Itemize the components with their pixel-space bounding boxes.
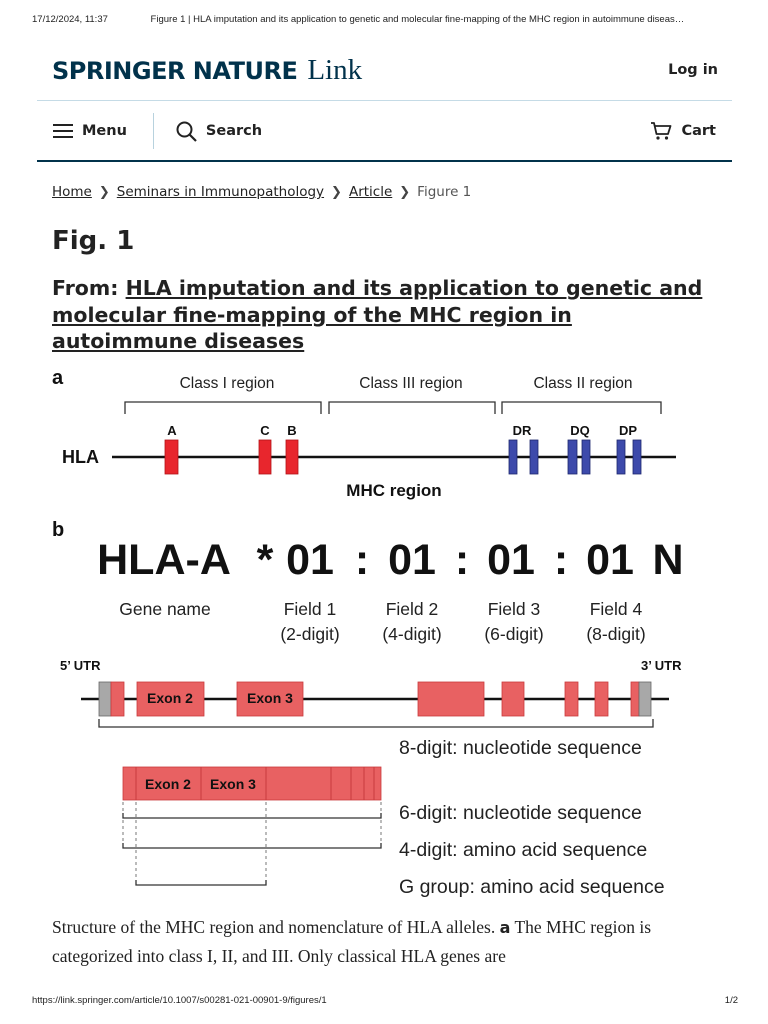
- cart-icon: [650, 121, 672, 141]
- transcript-exon-3-label: Exon 3: [210, 776, 256, 792]
- nav-separator: [153, 113, 154, 149]
- caption-text-2: The MHC region is categorized into class I, II, and III. Only classical HLA genes are: [52, 917, 652, 966]
- g-group-bracket: [136, 880, 266, 885]
- mhc-region-label: MHC region: [346, 481, 442, 500]
- six-digit-bracket: [123, 813, 381, 818]
- chevron-right-icon: ❯: [399, 184, 411, 200]
- caption-text-1: Structure of the MHC region and nomenclature of HLA alleles.: [52, 917, 500, 937]
- header-divider: [37, 100, 732, 101]
- print-timestamp: 17/12/2024, 11:37: [32, 14, 108, 25]
- gene-label-dq: DQ: [570, 423, 590, 438]
- allele-field-1: 01: [286, 536, 334, 584]
- field-digits-2: (4-digit): [382, 624, 442, 644]
- exon-4-block: [418, 682, 484, 716]
- resolution-4-digit: 4-digit: amino acid sequence: [399, 839, 648, 861]
- allele-field-3: 01: [487, 536, 535, 584]
- class-i-region-label: Class I region: [179, 375, 275, 392]
- menu-label: Menu: [82, 123, 127, 139]
- utr-5-block: [99, 682, 111, 716]
- exon-3-label: Exon 3: [247, 690, 293, 706]
- four-digit-bracket: [123, 843, 381, 848]
- cart-label: Cart: [681, 123, 716, 139]
- gene-block-c: [259, 440, 271, 474]
- search-label: Search: [205, 123, 263, 139]
- gene-block-dq-2: [582, 440, 590, 474]
- allele-colon-1: :: [354, 536, 370, 584]
- gene-label-dp: DP: [618, 423, 638, 438]
- resolution-g-group: G group: amino acid sequence: [399, 876, 665, 898]
- panel-a-label: a: [52, 367, 64, 389]
- field-label-3: Field 3: [487, 599, 541, 619]
- allele-separator-star: *: [256, 536, 274, 584]
- allele-suffix: N: [652, 536, 684, 584]
- gene-block-b: [286, 440, 298, 474]
- gene-block-dq-1: [568, 440, 577, 474]
- gene-label-c: C: [260, 423, 270, 438]
- allele-field-4: 01: [586, 536, 634, 584]
- field-label-2: Field 2: [385, 599, 439, 619]
- gene-block-dp-2: [633, 440, 641, 474]
- utr-3-label: 3’ UTR: [641, 658, 682, 673]
- gene-label-a: A: [167, 423, 177, 438]
- class-ii-bracket: [502, 402, 661, 414]
- exon-6-block: [565, 682, 578, 716]
- springer-nature-link-logo[interactable]: [52, 54, 362, 87]
- chevron-right-icon: ❯: [331, 184, 342, 200]
- class-iii-region-label: Class III region: [359, 375, 463, 392]
- panel-b-label: b: [52, 519, 65, 541]
- exon-8-block: [631, 682, 639, 716]
- hla-figure-svg: [44, 362, 730, 902]
- allele-gene-name: HLA-A: [97, 536, 231, 584]
- gene-label-dr: DR: [512, 423, 532, 438]
- field-label-4: Field 4: [589, 599, 643, 619]
- resolution-6-digit: 6-digit: nucleotide sequence: [399, 802, 642, 824]
- print-header: [32, 14, 742, 25]
- field-label-gene-name: Gene name: [119, 599, 211, 619]
- print-page-title: Figure 1 | HLA imputation and its application to genetic and molecular fine-mapping of the MHC region in autoimmune diseas…: [150, 14, 685, 25]
- allele-colon-3: :: [553, 536, 569, 584]
- resolution-8-digit: 8-digit: nucleotide sequence: [399, 737, 642, 759]
- breadcrumb-current: Figure 1: [417, 184, 472, 200]
- gene-block-dr-2: [530, 440, 538, 474]
- exon-1-block: [111, 682, 124, 716]
- print-footer: [32, 995, 738, 1006]
- main-nav: [37, 102, 732, 160]
- hamburger-icon: [53, 123, 73, 139]
- gene-block-dp-1: [617, 440, 625, 474]
- logo-brand-name: SPRINGER NATURE: [52, 56, 298, 85]
- gene-block-dr-1: [509, 440, 517, 474]
- exon-5-block: [502, 682, 524, 716]
- caption-label-a: a: [499, 918, 511, 937]
- breadcrumb-journal[interactable]: Seminars in Immunopathology: [116, 184, 325, 200]
- transcript-exon-2-label: Exon 2: [145, 776, 191, 792]
- cart-button[interactable]: [650, 121, 716, 141]
- print-page-number: 1/2: [724, 995, 738, 1006]
- chevron-right-icon: ❯: [98, 184, 110, 200]
- figure-title: Fig. 1: [52, 226, 135, 256]
- breadcrumb-article[interactable]: Article: [348, 184, 393, 200]
- field-label-1: Field 1: [283, 599, 337, 619]
- source-article-link[interactable]: HLA imputation and its application to genetic and molecular fine-mapping of the MHC region in autoimmune diseases: [52, 276, 703, 353]
- full-gene-bracket: [99, 719, 653, 727]
- breadcrumb: [52, 184, 471, 200]
- figure-image: [44, 362, 730, 902]
- field-digits-4: (8-digit): [586, 624, 646, 644]
- nav-bottom-divider: [37, 160, 732, 162]
- allele-colon-2: :: [454, 536, 470, 584]
- utr-5-label: 5’ UTR: [60, 658, 101, 673]
- print-url: https://link.springer.com/article/10.1007/s00281-021-00901-9/figures/1: [32, 995, 327, 1006]
- search-icon: [176, 121, 197, 142]
- field-digits-3: (6-digit): [484, 624, 544, 644]
- menu-button[interactable]: [53, 123, 127, 139]
- class-ii-region-label: Class II region: [533, 375, 633, 392]
- breadcrumb-home[interactable]: Home: [52, 184, 92, 200]
- gene-label-b: B: [287, 423, 297, 438]
- logo-product-name: Link: [307, 53, 363, 86]
- figure-caption: [52, 913, 724, 971]
- login-link[interactable]: Log in: [668, 62, 718, 78]
- allele-field-2: 01: [388, 536, 436, 584]
- exon-7-block: [595, 682, 608, 716]
- from-prefix: From:: [52, 276, 119, 300]
- source-article-heading: [52, 275, 712, 355]
- field-digits-1: (2-digit): [280, 624, 340, 644]
- class-i-bracket: [125, 402, 321, 414]
- utr-3-block: [639, 682, 651, 716]
- gene-block-a: [165, 440, 178, 474]
- exon-2-label: Exon 2: [147, 690, 193, 706]
- search-button[interactable]: [176, 121, 262, 142]
- class-iii-bracket: [329, 402, 495, 414]
- hla-track-label: HLA: [62, 447, 99, 467]
- site-header: [52, 50, 732, 90]
